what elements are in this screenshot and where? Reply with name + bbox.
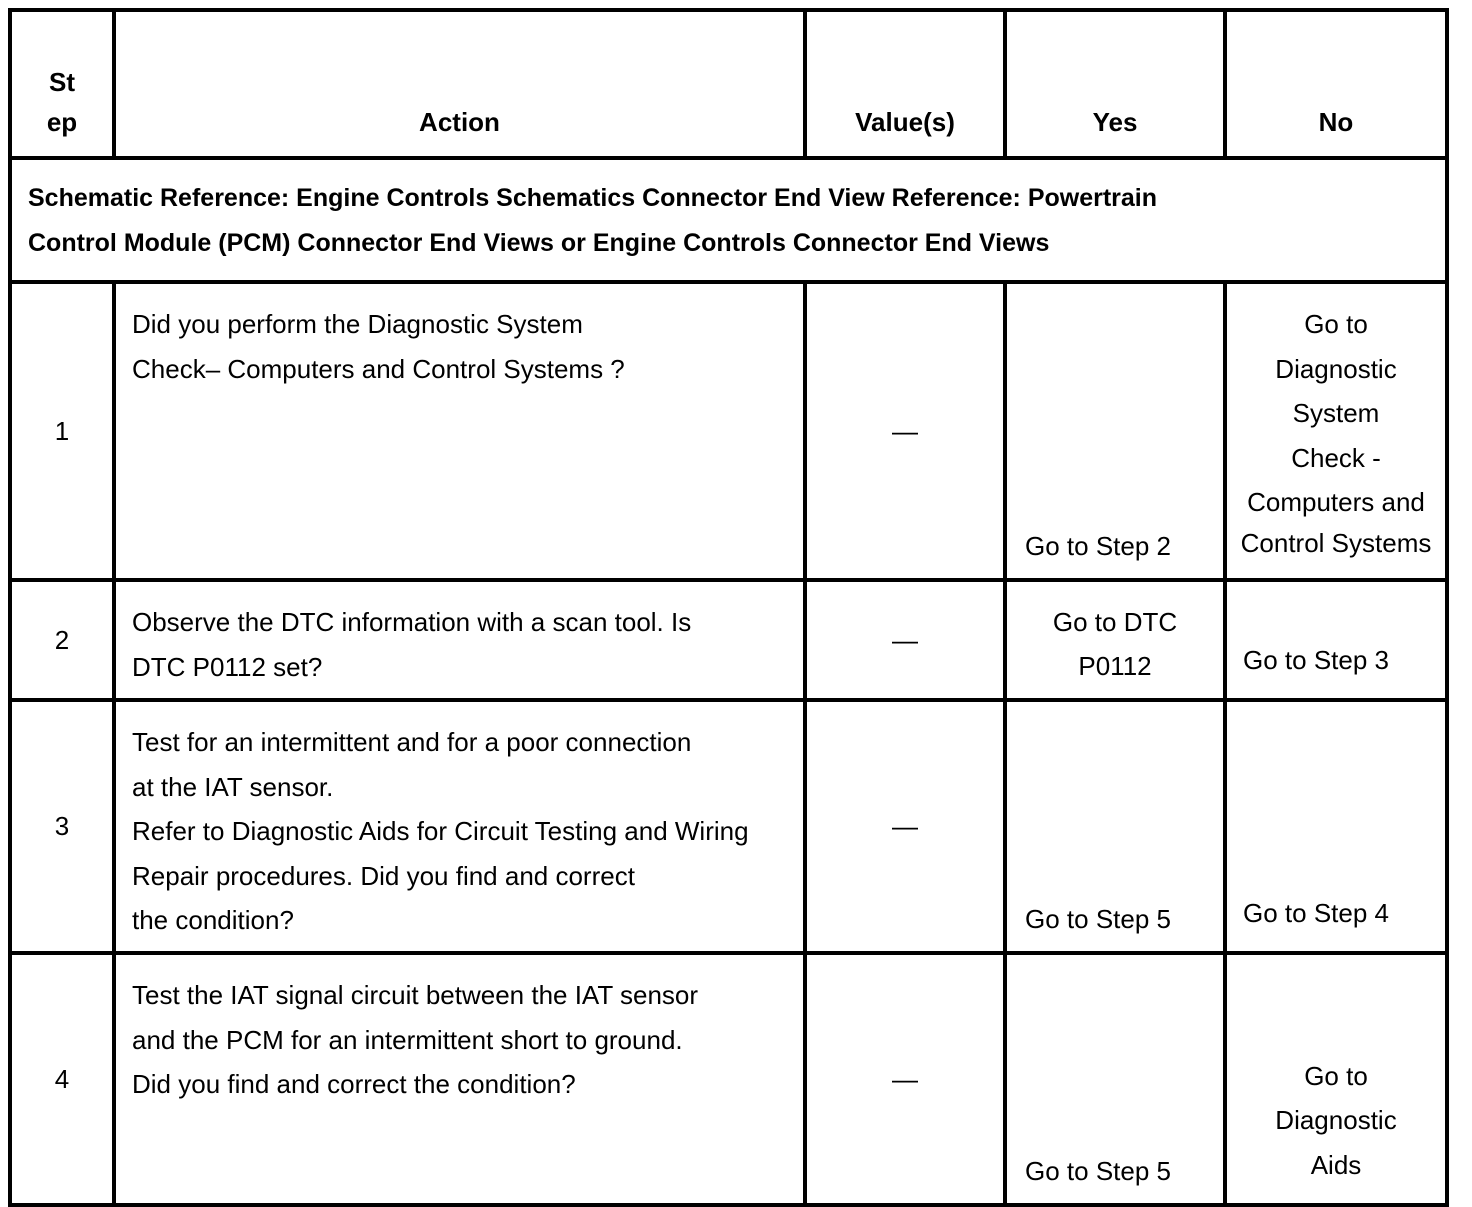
- table-row: [10, 580, 1447, 700]
- header-row: [10, 10, 1447, 158]
- schematic-reference: Schematic Reference: Engine Controls Schematics Connector End View Reference: Powertrain Control Module (PCM) Connector End Views or Engine Controls Connector End Views: [10, 158, 1447, 282]
- no-cell: Go to Diagnostic Aids: [1225, 953, 1447, 1205]
- value-cell: —: [805, 700, 1005, 953]
- no-cell: Go to Step 3: [1225, 580, 1447, 700]
- table-row: [10, 282, 1447, 580]
- diagnostic-table: [8, 8, 1449, 1207]
- step-number: 3: [10, 700, 114, 953]
- value-cell: —: [805, 282, 1005, 580]
- header-action: Action: [114, 10, 805, 158]
- header-yes: Yes: [1005, 10, 1225, 158]
- action-cell: Did you perform the Diagnostic System Check– Computers and Control Systems ?: [114, 282, 805, 580]
- table-row: [10, 953, 1447, 1205]
- yes-cell: Go to Step 5: [1005, 953, 1225, 1205]
- value-cell: —: [805, 580, 1005, 700]
- value-cell: —: [805, 953, 1005, 1205]
- yes-cell: Go to Step 2: [1005, 282, 1225, 580]
- header-values: Value(s): [805, 10, 1005, 158]
- yes-cell: Go to DTC P0112: [1005, 580, 1225, 700]
- action-cell: Test the IAT signal circuit between the IAT sensor and the PCM for an intermittent short to ground. Did you find and correct the condition?: [114, 953, 805, 1205]
- no-cell: Go to Step 4: [1225, 700, 1447, 953]
- reference-row: [10, 158, 1447, 282]
- table-row: [10, 700, 1447, 953]
- step-number: 2: [10, 580, 114, 700]
- header-no: No: [1225, 10, 1447, 158]
- step-number: 1: [10, 282, 114, 580]
- step-number: 4: [10, 953, 114, 1205]
- header-step: St ep: [10, 10, 114, 158]
- action-cell: Test for an intermittent and for a poor connection at the IAT sensor. Refer to Diagnostic Aids for Circuit Testing and Wiring Repair procedures. Did you find and correct the condition?: [114, 700, 805, 953]
- yes-cell: Go to Step 5: [1005, 700, 1225, 953]
- no-cell: Go to Diagnostic System Check - Computers and Control Systems: [1225, 282, 1447, 580]
- action-cell: Observe the DTC information with a scan tool. Is DTC P0112 set?: [114, 580, 805, 700]
